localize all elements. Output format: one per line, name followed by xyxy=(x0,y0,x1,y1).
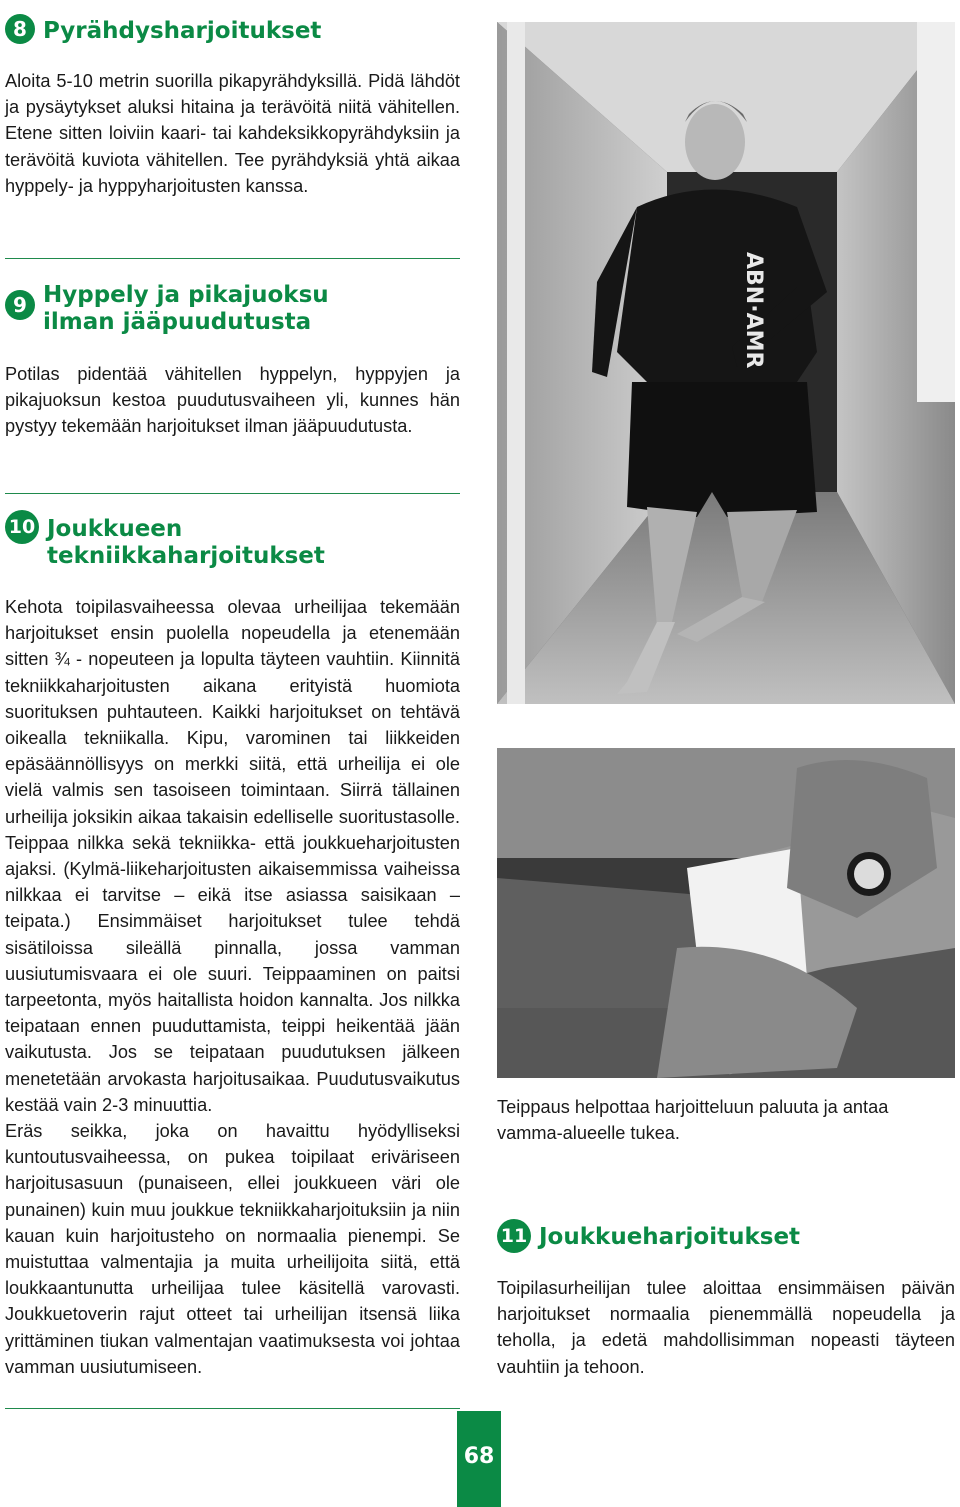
section-10-heading xyxy=(5,510,460,570)
section-9-title: Hyppely ja pikajuoksu ilman jääpuudutusta xyxy=(43,282,329,335)
section-9-number: 9 xyxy=(5,290,35,320)
shirt-text: ABN·AMR xyxy=(741,252,766,369)
photo-caption: Teippaus helpottaa harjoitteluun paluuta ja antaa vamma-alueelle tukea. xyxy=(497,1097,889,1144)
section-10-body-2: Eräs seikka, joka on havaittu hyödylliseksi kuntoutusvaiheessa, on pukea toipilaat eriväriseen harjoitusasuun (punaiseen, ellei joukkueen väri ole punainen) kuin muu joukkue tekniikkaharjoituksiin ja niin kauan kuin harjoitusteho on normaalia pienempi. Se muistuttaa valmentajia ja muita urheilijoita siitä, että loukkaantunutta urheilijaa tulee käsitellä varovasti. Joukkuetoverin rajut otteet tai urheilijan itsensä liika yrittäminen tiukan valmentajan vaatimuksesta voi johtaa vamman uusiutumiseen. xyxy=(5,1121,460,1377)
photo-runner xyxy=(497,22,955,704)
section-8-title: Pyrähdysharjoitukset xyxy=(43,18,322,44)
section-9-heading xyxy=(5,282,460,336)
section-8-number: 8 xyxy=(5,14,35,44)
section-11-title: Joukkueharjoitukset xyxy=(539,1224,801,1250)
divider xyxy=(5,1408,460,1409)
photo-ankle-taping xyxy=(497,748,955,1078)
runner-illustration xyxy=(497,22,955,704)
section-9 xyxy=(5,282,460,440)
section-10-number: 10 xyxy=(5,510,39,544)
divider xyxy=(5,493,460,494)
section-9-body: Potilas pidentää vähitellen hyppelyn, hyppyjen ja pikajuoksun kestoa puudutusvaiheen yli, kunnes hän pystyy tekemään harjoitukset ilman jääpuudutusta. xyxy=(5,364,460,437)
section-8-body: Aloita 5-10 metrin suorilla pikapyrähdyksillä. Pidä lähdöt ja pysäytykset aluksi hitaina ja terävöitä niitä vähitellen. Etene sitten loiviin kaari- tai kahdeksikkopyrähdyksiin ja terävöitä kuviota vähitellen. Tee pyrähdyksiä yhtä aikaa hyppely- ja hyppyharjoitusten kanssa. xyxy=(5,71,460,196)
taping-illustration xyxy=(497,748,955,1078)
section-8-heading xyxy=(5,14,460,45)
section-11-body: Toipilasurheilijan tulee aloittaa ensimmäisen päivän harjoitukset normaalia pienemmällä nopeudella ja teholla, ja edetä mahdollisimman nopeasti täyteen vauhtiin ja tehoon. xyxy=(497,1278,955,1377)
section-8 xyxy=(5,14,460,199)
section-11-number: 11 xyxy=(497,1219,531,1253)
section-11-heading xyxy=(497,1219,955,1253)
section-10 xyxy=(5,510,460,1380)
page-number: 68 xyxy=(457,1411,501,1507)
section-10-title: Joukkueen tekniikkaharjoitukset xyxy=(47,516,325,569)
section-11 xyxy=(497,1219,955,1380)
section-10-body-1: Kehota toipilasvaiheessa olevaa urheilijaa tekemään harjoitukset ensin puolella nopeudella ja etenemään sitten ¾ - nopeuteen ja lopulta täyteen vauhtiin. Kiinnitä tekniikkaharjoitusten aikana erityistä huomiota suorituksen puhtauteen. Kaikki harjoitukset on tehtävä oikealla tekniikalla. Kipu, varominen tai liikkeiden epäsäännöllisyys on merkki siitä, että urheilija ei ole vielä valmis sen tasoiseen toimintaan. Siirrä tällainen urheilija joksikin aikaa takaisin edelliselle suoritustasolle. Teippaa nilkka sekä tekniikka- että joukkueharjoitusten ajaksi. (Kylmä-liikeharjoitusten aikaisemmissa vaiheissa nilkkaa ei tarvitse – eikä itse asiassa saisikaan – teipata.) Ensimmäiset harjoitukset tulee tehdä sisätiloissa sileällä pinnalla, jossa vamman uusiutumisvaara ei ole suuri. Teippaaminen on paitsi tarpeetonta, myös haitallista hoidon kannalta. Jos nilkka teipataan ennen puuduttamista, teippi heikentää jään vaikutusta. Jos se teipataan puudutuksen jälkeen menetetään arvokasta harjoitusaikaa. Puudutusvaikutus kestää vain 2-3 minuuttia. xyxy=(5,597,460,1115)
divider xyxy=(5,258,460,259)
